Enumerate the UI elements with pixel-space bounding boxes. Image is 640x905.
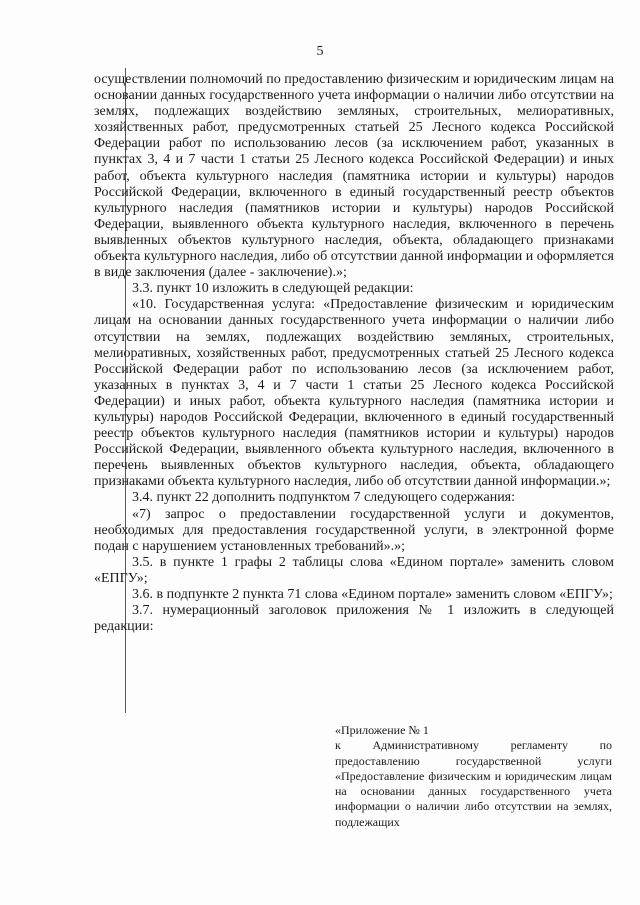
- appendix-text: к Административному регламенту по предоставлению государственной услуги «Предоставление физическим и юридическим лицам на основании данных государственного учета информации о наличии либо отсутствии на землях, подлежащих: [335, 738, 612, 829]
- paragraph-3-4: 3.4. пункт 22 дополнить подпунктом 7 следующего содержания:: [132, 490, 516, 506]
- paragraph-continuation: осуществлении полномочий по предоставлению физическим и юридическим лицам на основании данных государственного учета информации о наличии либо отсутствии на землях, подлежащих воздействию земляных, строительных, мелиоративных, хозяйственных работ, предусмотренных статьей 25 Лесного кодекса Российской Федерации работ по использованию лесов (за исключением работ, указанных в пунктах 3, 4 и 7 части 1 статьи 25 Лесного кодекса Российской Федерации) и иных работ, объекта культурного наследия (памятника истории и культуры) народов Российской Федерации, включенного в единый государственный реестр объектов культурного наследия (памятников истории и культуры) народов Российской Федерации, выявленного объекта культурного наследия, включенного в перечень выявленных объектов культурного наследия, объекта, обладающего признаками объекта культурного наследия, либо об отсутствии данной информации и оформляется в виде заключения (далее - заключение).»;: [94, 72, 614, 281]
- page-number: 5: [316, 44, 324, 59]
- appendix-header-block: [335, 723, 612, 830]
- paragraph-3-3: 3.3. пункт 10 изложить в следующей редакции:: [132, 281, 414, 297]
- paragraph-3-5: 3.5. в пункте 1 графы 2 таблицы слова «Едином портале» заменить словом «ЕПГУ»;: [94, 554, 614, 586]
- paragraph-subitem-7: «7) запрос о предоставлении государственной услуги и документов, необходимых для предоставления государственной услуги, в электронной форме подан с нарушением установленных требований».»;: [94, 506, 614, 554]
- paragraph-3-6: 3.6. в подпункте 2 пункта 71 слова «Едином портале» заменить словом «ЕПГУ»;: [132, 587, 613, 602]
- paragraph-3-7: 3.7. нумерационный заголовок приложения № 1 изложить в следующей редакции:: [94, 603, 614, 635]
- document-body: [94, 72, 614, 635]
- appendix-title: «Приложение № 1: [335, 723, 429, 737]
- paragraph-item-10: «10. Государственная услуга: «Предоставление физическим и юридическим лицам на основании данных государственного учета информации о наличии либо отсутствии на землях, подлежащих воздействию земляных, строительных, мелиоративных, хозяйственных работ, предусмотренных статьей 25 Лесного кодекса Российской Федерации работ по использованию лесов (за исключением работ, указанных в пунктах 3, 4 и 7 части 1 статьи 25 Лесного кодекса Российской Федерации) и иных работ, объекта культурного наследия (памятника истории и культуры) народов Российской Федерации, включенного в единый государственный реестр объектов культурного наследия (памятников истории и культуры) народов Российской Федерации, выявленного объекта культурного наследия, включенного в перечень выявленных объектов культурного наследия, объекта, обладающего признаками объекта культурного наследия, либо об отсутствии данной информации.»;: [94, 297, 614, 490]
